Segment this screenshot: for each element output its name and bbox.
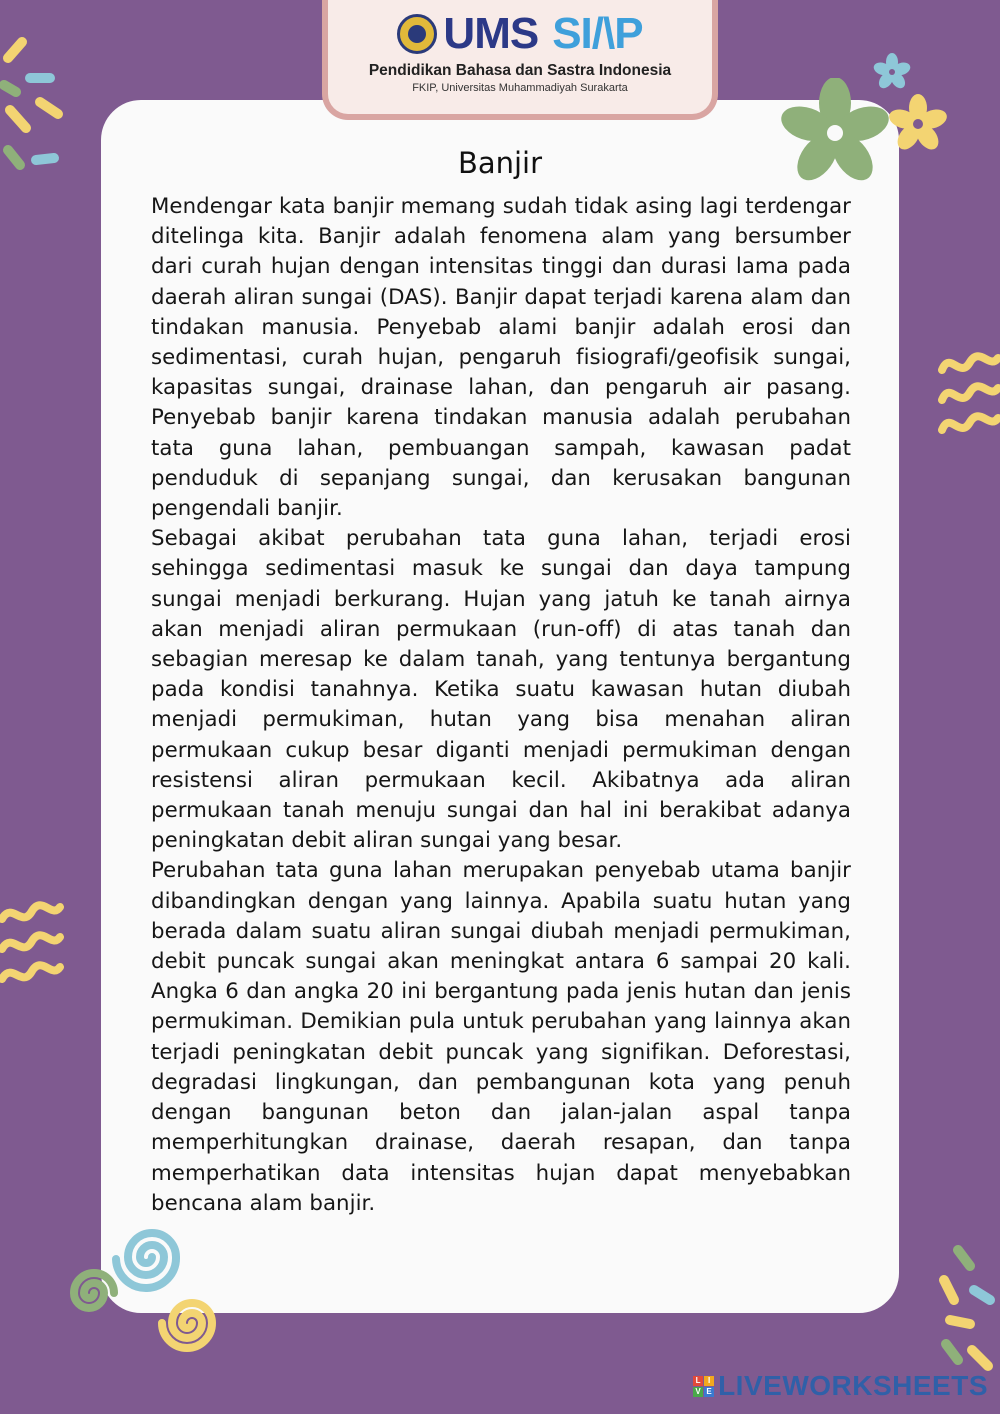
spirals-bottom-left-icon bbox=[60, 1205, 230, 1375]
confetti-bottom-right-icon bbox=[930, 1240, 1000, 1390]
squiggle-right-icon bbox=[936, 340, 1000, 450]
blue-flower-icon bbox=[872, 52, 912, 92]
paragraph: Perubahan tata guna lahan merupakan penyebab utama banjir dibandingkan dengan yang lainnya. Apabila suatu hutan yang berada dalam suatu aliran sungai diubah menjadi permukiman, debit puncak sungai akan meningkat antara 6 sampai 20 kali. Angka 6 dan angka 20 ini bergantung pada jenis hutan dan jenis permukiman. Demikian pula untuk perubahan yang lainnya akan terjadi peningkatan debit puncak yang signifikan. Deforestasi, degradasi lingkungan, dan pembangunan kota yang penuh dengan bangunan beton dan jalan-jalan aspal tanpa memperhitungkan drainase, daerah resapan, dan tanpa memperhatikan data intensitas hujan dapat menyebabkan bencana alam banjir. bbox=[151, 858, 851, 1216]
article-title: Banjir bbox=[457, 146, 543, 180]
logo-ums-text: UMS bbox=[443, 9, 539, 58]
university-emblem-icon bbox=[397, 14, 437, 54]
liveworksheets-text: LIVEWORKSHEETS bbox=[718, 1370, 988, 1401]
confetti-top-left-icon bbox=[0, 30, 90, 180]
liveworksheets-brand bbox=[693, 1370, 988, 1402]
faculty-name: FKIP, Universitas Muhammadiyah Surakarta bbox=[412, 82, 628, 94]
squiggle-left-icon bbox=[0, 895, 64, 995]
paragraph: Mendengar kata banjir memang sudah tidak asing lagi terdengar ditelinga kita. Banjir adalah fenomena alam yang bersumber dari curah hujan dengan intensitas tinggi dan durasi lama pada daerah aliran sungai (DAS). Banjir dapat terjadi karena alam dan tindakan manusia. Penyebab alami banjir adalah erosi dan sedimentasi, curah hujan, pengaruh fisiografi/geofisik sungai, kapasitas sungai, drainase lahan, dan pengaruh air pasang. Penyebab banjir karena tindakan manusia adalah perubahan tata guna lahan, pembuangan sampah, kawasan padat penduduk di sepanjang sungai, dan kerusakan bangunan pengendali banjir. bbox=[151, 194, 851, 522]
paragraph: Sebagai akibat perubahan tata guna lahan, terjadi erosi sehingga sedimentasi masuk ke sungai dan daya tampung sungai menjadi berkurang. Hujan yang jatuh ke tanah airnya akan menjadi aliran permukaan (run-off) di atas tanah dan sebagian meresap ke dalam tanah, yang tentunya bergantung pada kondisi tanahnya. Ketika suatu kawasan hutan diubah menjadi permukiman, hutan yang bisa menahan aliran permukaan cukup besar diganti menjadi permukiman dengan resistensi aliran permukaan kecil. Akibatnya ada aliran permukaan tanah menuju sungai dan hal ini berakibat adanya peningkatan debit aliran sungai yang besar. bbox=[151, 526, 851, 854]
logo-siap-text: SI/\P bbox=[552, 9, 643, 58]
ums-siap-logo bbox=[328, 9, 712, 58]
header-banner bbox=[322, 0, 718, 120]
article-body bbox=[151, 192, 851, 1219]
department-name: Pendidikan Bahasa dan Sastra Indonesia bbox=[368, 62, 672, 79]
live-badge-icon: L I V E bbox=[693, 1376, 714, 1397]
